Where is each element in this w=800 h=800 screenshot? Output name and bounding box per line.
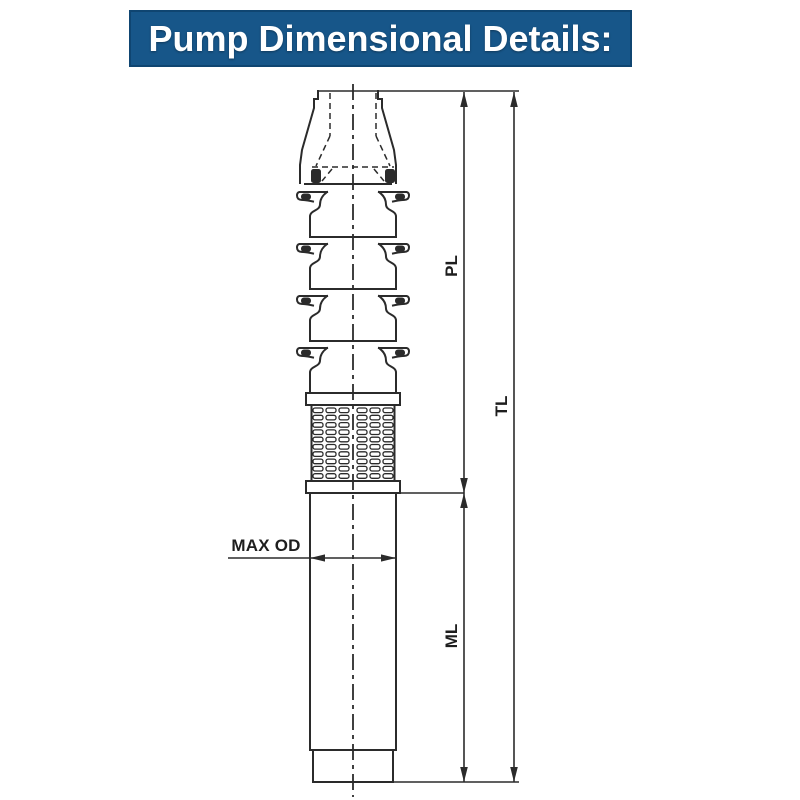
max-od-left-arrow (310, 554, 325, 561)
page-title: Pump Dimensional Details: (148, 17, 613, 59)
dimension-label-max-od: MAX OD (231, 536, 301, 555)
tl-bottom-arrow (510, 767, 518, 782)
dimension-line-pl-ml (460, 92, 468, 782)
dimension-label-ml: ML (442, 623, 461, 649)
dimension-line-max-od (228, 554, 396, 561)
max-od-right-arrow (381, 554, 396, 561)
dimension-label-tl: TL (492, 395, 511, 417)
dimension-label-pl: PL (442, 255, 461, 277)
flange-bolt-right (385, 169, 395, 183)
flange-bolt-left (311, 169, 321, 183)
motor-body (310, 493, 396, 750)
ml-top-arrow (460, 493, 468, 508)
discharge-head (300, 91, 396, 184)
dimension-line-tl (510, 92, 518, 782)
pl-bottom-arrow (460, 478, 468, 493)
pl-top-arrow (460, 92, 468, 107)
ml-bottom-arrow (460, 767, 468, 782)
tl-top-arrow (510, 92, 518, 107)
